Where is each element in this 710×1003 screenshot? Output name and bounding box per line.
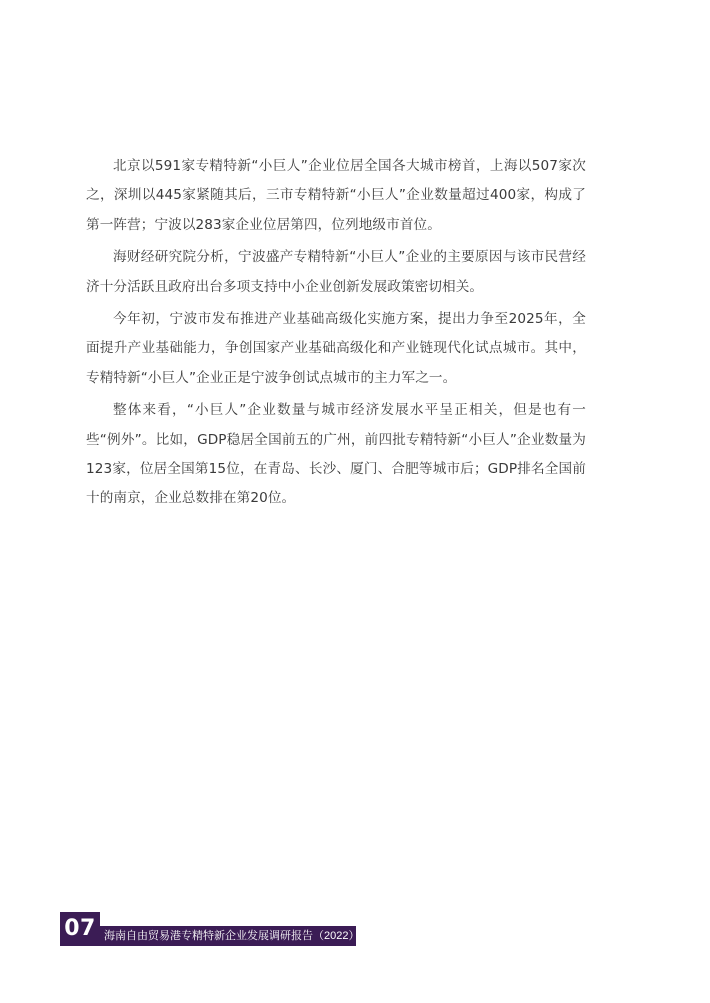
paragraph-3: 今年初，宁波市发布推进产业基础高级化实施方案，提出力争至2025年，全面提升产业基础能力，争创国家产业基础高级化和产业链现代化试点城市。其中，专精特新“小巨人”企业正是宁波争创试点城市的主力军之一。 — [86, 311, 586, 386]
body-text — [86, 152, 586, 517]
page-number: 07 — [60, 912, 100, 946]
page-footer — [60, 912, 360, 946]
paragraph-1: 北京以591家专精特新“小巨人”企业位居全国各大城市榜首，上海以507家次之，深圳以445家紧随其后，三市专精特新“小巨人”企业数量超过400家，构成了第一阵营；宁波以283家企业位居第四，位列地级市首位。 — [86, 158, 586, 233]
report-title: 海南自由贸易港专精特新企业发展调研报告（2022） — [100, 926, 356, 946]
paragraph-2: 海财经研究院分析，宁波盛产专精特新“小巨人”企业的主要原因与该市民营经济十分活跃且政府出台多项支持中小企业创新发展政策密切相关。 — [86, 249, 586, 295]
paragraph-4: 整体来看，“小巨人”企业数量与城市经济发展水平呈正相关，但是也有一些“例外”。比如，GDP稳居全国前五的广州，前四批专精特新“小巨人”企业数量为123家，位居全国第15位，在青岛、长沙、厦门、合肥等城市后；GDP排名全国前十的南京，企业总数排在第20位。 — [86, 402, 586, 507]
